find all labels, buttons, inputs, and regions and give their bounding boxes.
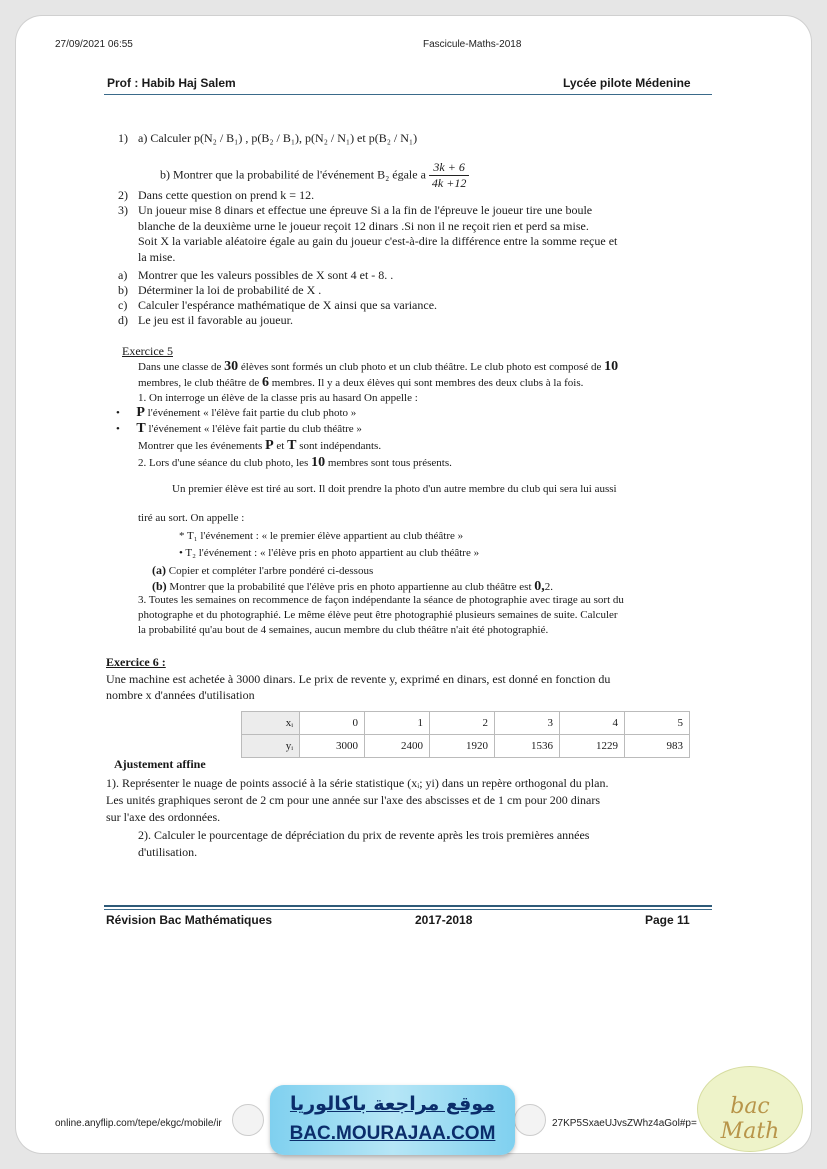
site-badge-icon [514,1104,546,1136]
q3-line-4: la mise. [138,250,176,264]
item-d-label: d) [118,313,128,327]
q3-number: 3) [118,203,128,217]
item-b-text: Déterminer la loi de probabilité de X . [138,283,322,297]
section-subtitle: Ajustement affine [114,757,206,771]
footer-page-number: Page 11 [645,913,690,927]
q3-line-2: blanche de la deuxième urne le joueur reçoit 12 dinars .Si non il ne reçoit rien et perd sa mise. [138,219,589,233]
ex5-line-7: 2. Lors d'une séance du club photo, les 10 membres sont tous présents. [138,455,452,470]
exercise-6-title: Exercice 6 : [106,655,166,669]
table-header-y: yᵢ [242,735,300,758]
table-row-x [242,712,690,735]
item-a-label: a) [118,268,128,282]
table-cell: 983 [625,735,690,758]
exercise-5-title: Exercice 5 [122,344,173,358]
item-c-label: c) [118,298,128,312]
ex5-part-a: (a) Copier et compléter l'arbre pondéré ci-dessous [152,563,374,577]
ex6-q1-line-1: 1). Représenter le nuage de points associé à la série statistique (xᵢ; yi) dans un repère orthogonal du plan. [106,776,609,790]
ex5-event-t2: • T₂ l'événement : « l'élève pris en photo appartient au club théâtre » [179,547,480,559]
print-url-left[interactable]: online.anyflip.com/tepe/ekgc/mobile/ir [55,1118,222,1129]
table-cell: 5 [625,712,690,735]
ex5-line-9: tiré au sort. On appelle : [138,512,245,524]
logo-text: bac Math [720,1094,780,1144]
bullet-event-p: • P l'événement « l'élève fait partie du club photo » [116,405,357,420]
table-cell: 1920 [430,735,495,758]
ex6-intro-line-1: Une machine est achetée à 3000 dinars. Le prix de revente y, exprimé en dinars, est donné en fonction du [106,672,611,686]
ex5-event-t1: * T₁ l'événement : « le premier élève appartient au club théâtre » [179,530,464,542]
q1-number: 1) [118,131,128,145]
table-row-y [242,735,690,758]
probability-fraction [429,160,469,191]
bullet-event-t: • T l'événement « l'élève fait partie du club théâtre » [116,421,362,436]
table-cell: 4 [560,712,625,735]
table-cell: 2400 [365,735,430,758]
print-title: Fascicule-Maths-2018 [423,39,522,50]
table-cell: 0 [300,712,365,735]
table-cell: 3000 [300,735,365,758]
header-rule [104,94,712,95]
fraction-denominator: 4k +12 [431,176,467,190]
table-cell: 1 [365,712,430,735]
q1b-label: b) Montrer que la probabilité de l'événement B₂ égale a [160,167,426,182]
q2-number: 2) [118,188,128,202]
item-d-text: Le jeu est il favorable au joueur. [138,313,293,327]
site-badge-icon [232,1104,264,1136]
ex5-part-b: (b) Montrer que la probabilité que l'élève pris en photo appartienne au club théâtre est 0,2. [152,579,554,594]
table-cell: 2 [430,712,495,735]
ex6-q2-line-1: 2). Calculer le pourcentage de dépréciation du prix de revente après les trois premières années [138,828,590,842]
q3-line-3: Soit X la variable aléatoire égale au gain du joueur c'est-à-dire la différence entre la somme reçue et [138,234,618,248]
table-header-x: xᵢ [242,712,300,735]
q3-line-1: Un joueur mise 8 dinars et effectue une épreuve Si a la fin de l'épreuve le joueur tire une boule [138,203,593,217]
ex5-line-2: membres, le club théâtre de 6 membres. Il y a deux élèves qui sont membres des deux clubs à la fois. [138,375,584,390]
print-datetime: 27/09/2021 06:55 [55,39,133,50]
item-c-text: Calculer l'espérance mathématique de X ainsi que sa variance. [138,298,438,312]
table-cell: 3 [495,712,560,735]
ex6-q2-line-2: d'utilisation. [138,845,198,859]
footer-rule [104,905,712,907]
ex5-q3-line-1: 3. Toutes les semaines on recommence de façon indépendante la séance de photographie avec tirage au sort du [138,594,624,606]
banner-site-url[interactable]: BAC.MOURAJAA.COM [289,1123,496,1144]
ex6-q1-line-3: sur l'axe des ordonnées. [106,810,221,824]
bac-math-logo [697,1066,803,1152]
ex5-line-8: Un premier élève est tiré au sort. Il doit prendre la photo d'un autre membre du club qui sera lui aussi [172,483,617,495]
site-banner[interactable] [270,1085,515,1155]
ex6-intro-line-2: nombre x d'années d'utilisation [106,688,255,702]
table-cell: 1536 [495,735,560,758]
footer-course: Révision Bac Mathématiques [106,913,273,927]
q2-text: Dans cette question on prend k = 12. [138,188,315,202]
school-name: Lycée pilote Médenine [563,76,691,90]
banner-arabic-text: موقع مراجعة باكالوريا [289,1093,496,1115]
q1a-text: a) Calculer p(N₂ / B₁) , p(B₂ / B₁), p(N₂ / N₁) et p(B₂ / N₁) [138,131,418,145]
item-a-text: Montrer que les valeurs possibles de X sont 4 et - 8. . [138,268,394,282]
table-cell: 1229 [560,735,625,758]
ex6-q1-line-2: Les unités graphiques seront de 2 cm pour une année sur l'axe des abscisses et de 1 cm pour 200 dinars [106,793,601,807]
ex5-line-1: Dans une classe de 30 élèves sont formés un club photo et un club théâtre. Le club photo est composé de 10 [138,359,619,374]
ex5-q3-line-2: photographe et du photographié. Le même élève peut être photographié plusieurs semaines de suite. Calculer [138,609,618,621]
print-url-right[interactable]: 27KP5SxaeUJvsZWhz4aGol#p= [552,1118,697,1129]
ex5-line-3: 1. On interroge un élève de la classe pris au hasard On appelle : [138,392,418,404]
footer-rule-thin [104,909,712,910]
data-table [241,711,690,758]
fraction-numerator: 3k + 6 [429,160,469,176]
footer-year: 2017-2018 [415,913,473,927]
teacher-name: Prof : Habib Haj Salem [107,76,236,90]
item-b-label: b) [118,283,128,297]
ex5-q3-line-3: la probabilité qu'au bout de 4 semaines, aucun membre du club théâtre n'ait été photographié. [138,624,549,636]
ex5-line-6: Montrer que les événements P et T sont indépendants. [138,438,382,453]
